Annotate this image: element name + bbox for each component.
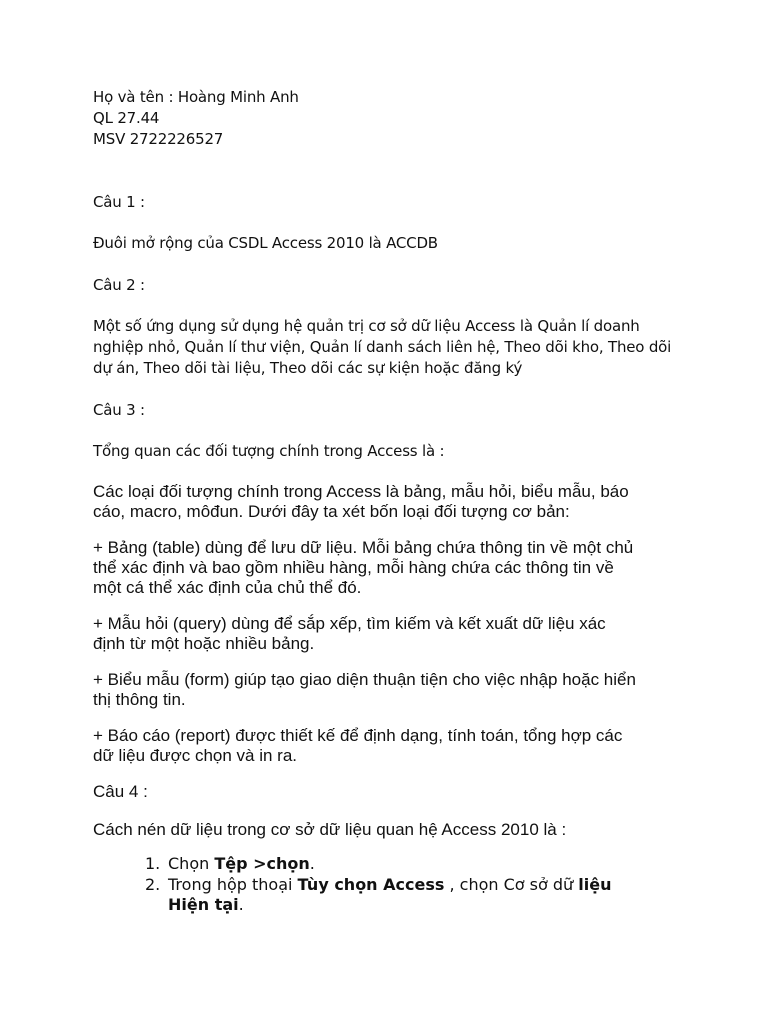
question-2-answer-line: Một số ứng dụng sử dụng hệ quản trị cơ sở dữ liệu Access là Quản lí doanh — [93, 317, 640, 335]
student-name: Họ và tên : Hoàng Minh Anh — [93, 88, 299, 106]
student-id: MSV 2722226527 — [93, 130, 224, 148]
step-text: , chọn Cơ sở dữ — [444, 874, 579, 894]
step-bold-text: Tệp >chọn — [214, 854, 310, 873]
objects-overview — [93, 482, 629, 522]
question-3-label: Câu 3 : — [93, 401, 145, 419]
question-2-label: Câu 2 : — [93, 276, 145, 294]
step-text: Chọn — [168, 854, 215, 873]
object-form-line: thị thông tin. — [93, 690, 186, 709]
question-2-answer-line: dự án, Theo dõi tài liệu, Theo dõi các sự kiện hoặc đăng ký — [93, 359, 523, 377]
compact-steps-list — [93, 854, 693, 916]
question-1-answer: Đuôi mở rộng của CSDL Access 2010 là ACCDB — [93, 234, 438, 252]
step-text: Trong hộp thoại — [168, 874, 298, 894]
question-1-label: Câu 1 : — [93, 193, 145, 211]
step-bold-text: liệu — [578, 874, 612, 894]
question-2-answer — [93, 316, 671, 379]
object-query-line: + Mẫu hỏi (query) dùng để sắp xếp, tìm kiếm và kết xuất dữ liệu xác — [93, 614, 606, 633]
student-info — [93, 87, 299, 150]
step-bold-text: Hiện tại — [168, 895, 239, 914]
compact-step — [93, 875, 693, 916]
objects-overview-line: cáo, macro, môđun. Dưới đây ta xét bốn loại đối tượng cơ bản: — [93, 502, 570, 521]
object-table-paragraph — [93, 538, 633, 598]
step-text: . — [309, 854, 315, 873]
step-bold-text: Tùy chọn Access — [297, 874, 445, 894]
object-form-paragraph — [93, 670, 636, 710]
step-text: . — [238, 895, 244, 914]
object-query-paragraph — [93, 614, 606, 654]
object-table-line: thể xác định và bao gồm nhiều hàng, mỗi hàng chứa các thông tin về — [93, 558, 614, 577]
object-report-line: + Báo cáo (report) được thiết kế để định dạng, tính toán, tổng hợp các — [93, 726, 623, 745]
question-4-label: Câu 4 : — [93, 782, 148, 801]
step-number: 2. — [145, 874, 161, 894]
object-form-line: + Biểu mẫu (form) giúp tạo giao diện thuận tiện cho việc nhập hoặc hiển — [93, 670, 636, 689]
question-2-answer-line: nghiệp nhỏ, Quản lí thư viện, Quản lí danh sách liên hệ, Theo dõi kho, Theo dõi — [93, 338, 672, 356]
compact-step — [93, 854, 693, 875]
step-number: 1. — [145, 854, 161, 873]
student-class: QL 27.44 — [93, 109, 160, 127]
object-query-line: định từ một hoặc nhiều bảng. — [93, 634, 315, 653]
object-table-line: + Bảng (table) dùng để lưu dữ liệu. Mỗi bảng chứa thông tin về một chủ — [93, 538, 634, 557]
objects-overview-line: Các loại đối tượng chính trong Access là bảng, mẫu hỏi, biểu mẫu, báo — [93, 482, 629, 501]
object-table-line: một cá thể xác định của chủ thể đó. — [93, 578, 362, 597]
question-3-intro: Tổng quan các đối tượng chính trong Access là : — [93, 442, 445, 460]
object-report-paragraph — [93, 726, 622, 766]
object-report-line: dữ liệu được chọn và in ra. — [93, 746, 298, 765]
question-4-intro: Cách nén dữ liệu trong cơ sở dữ liệu quan hệ Access 2010 là : — [93, 820, 567, 839]
